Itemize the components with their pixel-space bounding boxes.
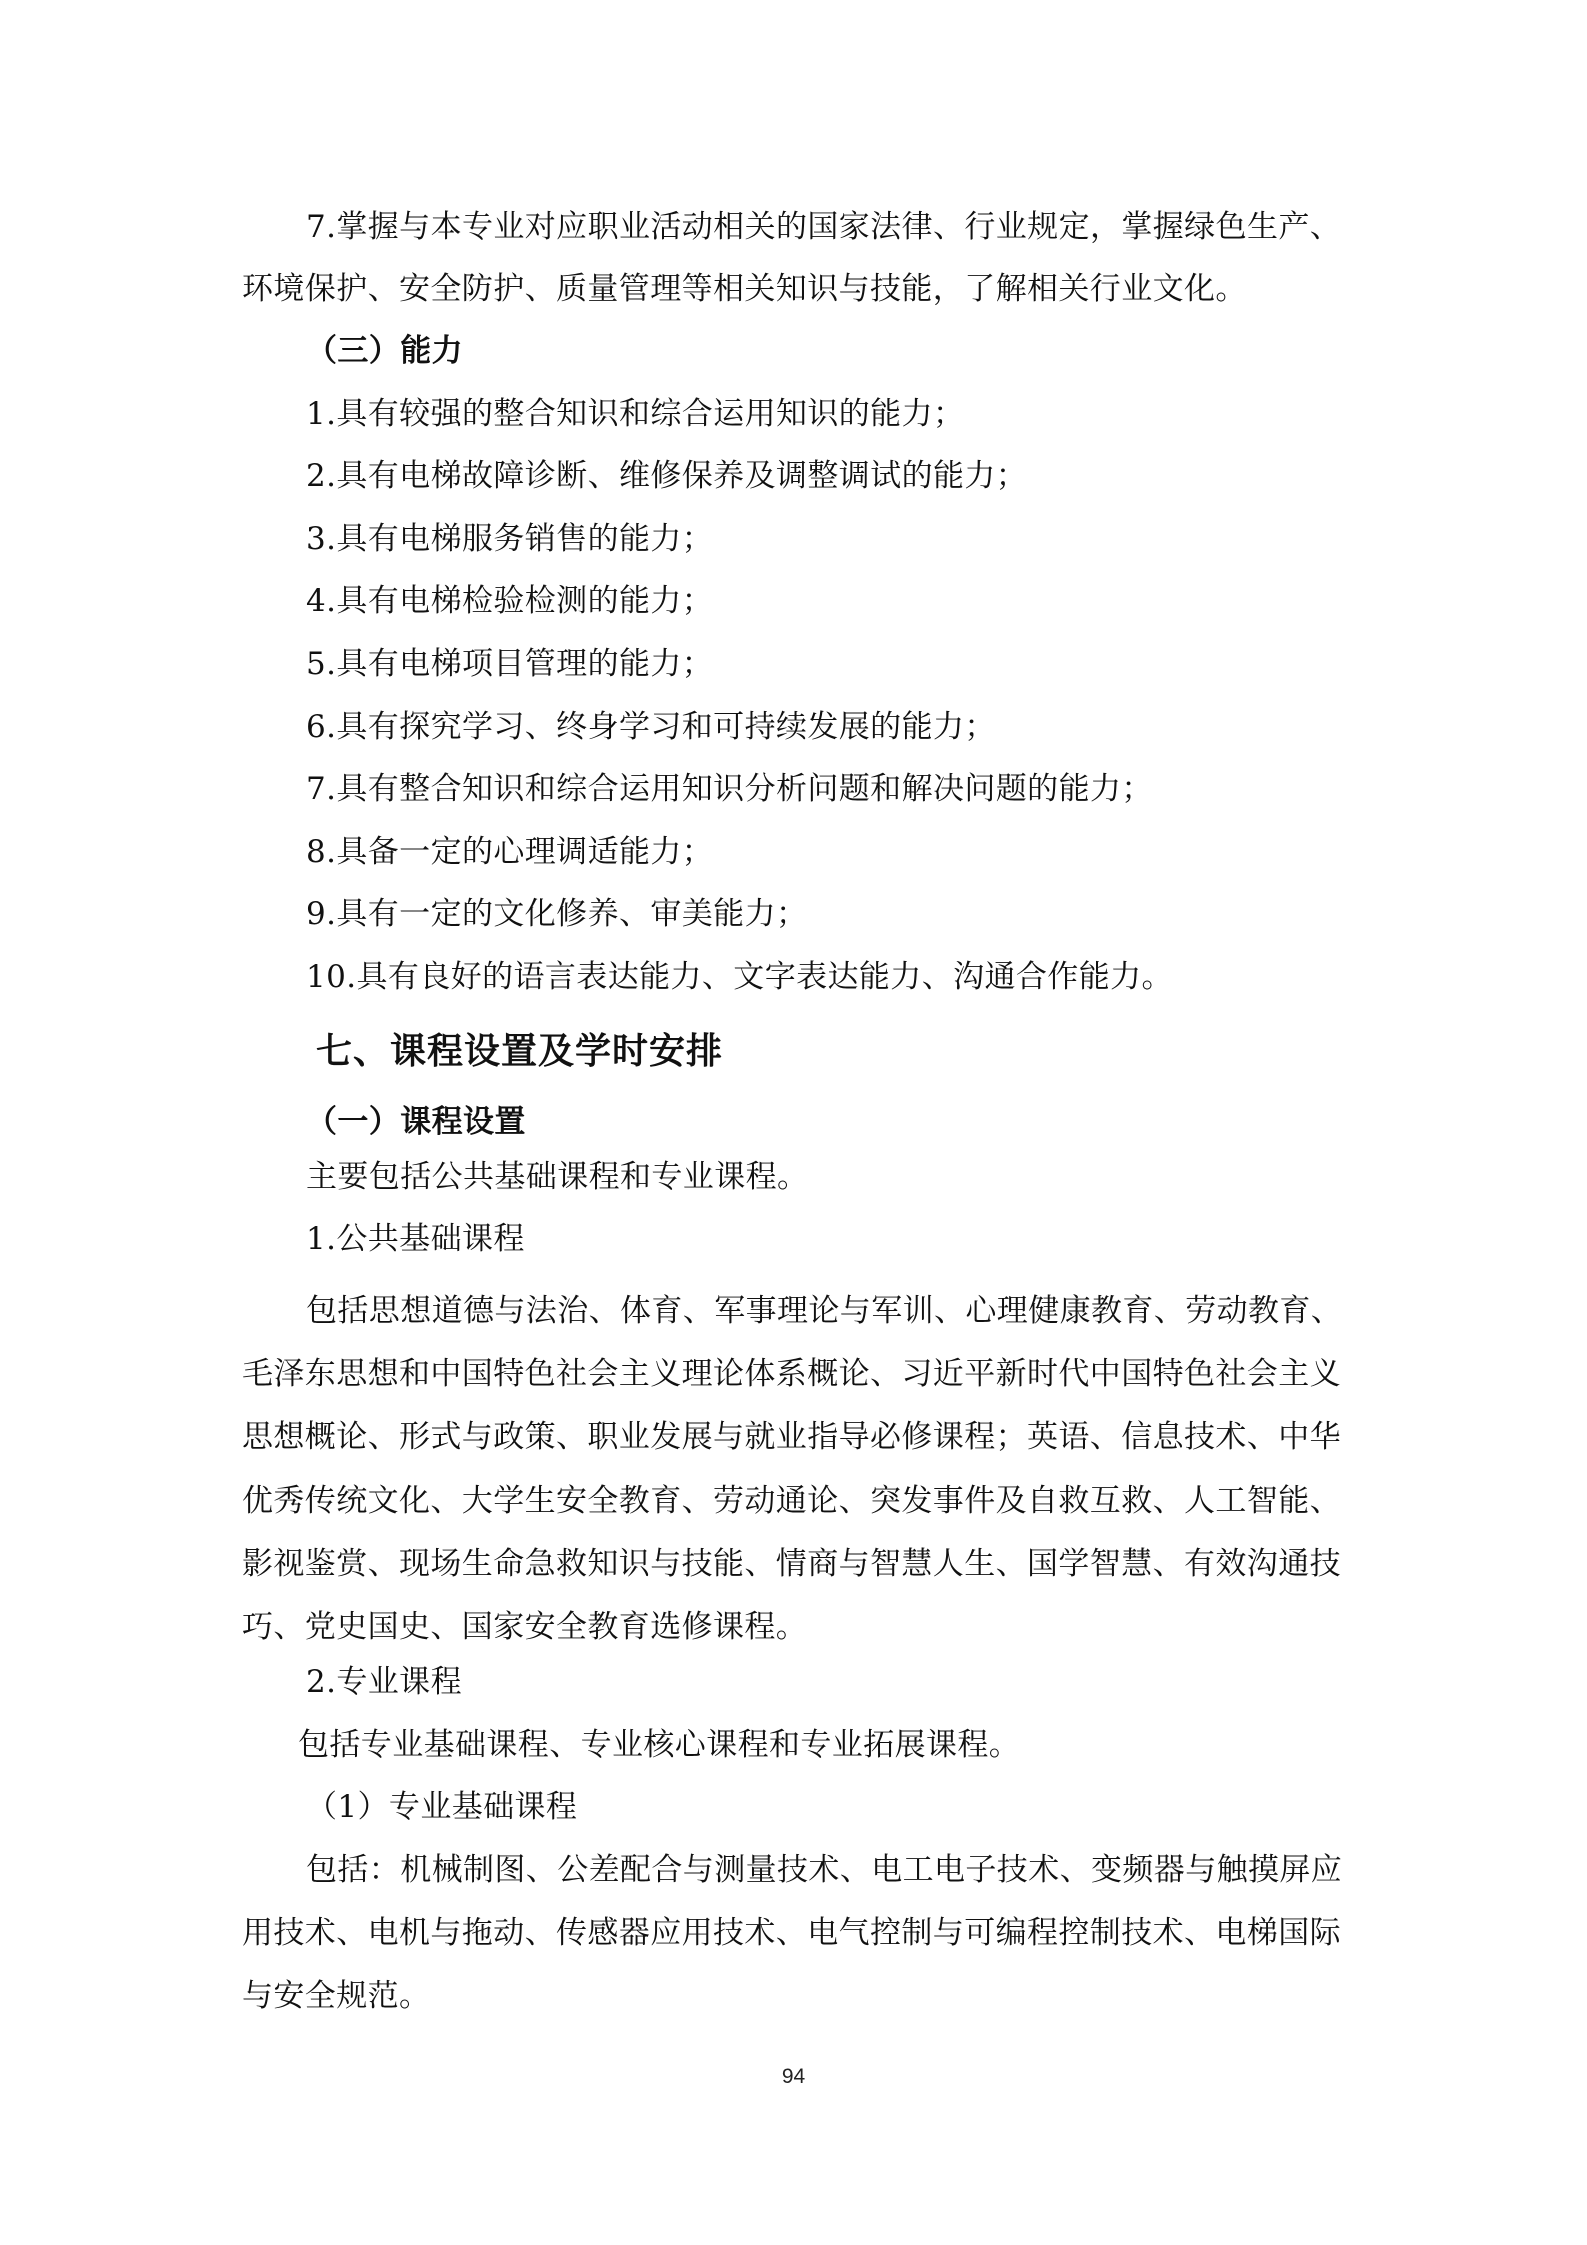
professional-basic-line-1: 包括：机械制图、公差配合与测量技术、电工电子技术、变频器与触摸屏应 xyxy=(306,1852,1343,1888)
knowledge-item-7-line-1: 7.掌握与本专业对应职业活动相关的国家法律、行业规定，掌握绿色生产、 xyxy=(306,209,1342,245)
public-courses-line-3: 思想概论、形式与政策、职业发展与就业指导必修课程；英语、信息技术、中华 xyxy=(242,1419,1341,1455)
public-courses-line-5: 影视鉴赏、现场生命急救知识与技能、情商与智慧人生、国学智慧、有效沟通技 xyxy=(242,1546,1341,1582)
public-courses-line-2: 毛泽东思想和中国特色社会主义理论体系概论、习近平新时代中国特色社会主义 xyxy=(242,1356,1341,1392)
ability-item-5: 5.具有电梯项目管理的能力； xyxy=(306,646,714,682)
ability-item-4: 4.具有电梯检验检测的能力； xyxy=(306,583,714,619)
ability-item-10: 10.具有良好的语言表达能力、文字表达能力、沟通合作能力。 xyxy=(306,959,1173,995)
public-courses-line-1: 包括思想道德与法治、体育、军事理论与军训、心理健康教育、劳动教育、 xyxy=(306,1293,1343,1329)
page-number: 94 xyxy=(781,2065,806,2088)
professional-courses-intro: 包括专业基础课程、专业核心课程和专业拓展课程。 xyxy=(298,1727,1021,1763)
ability-item-7: 7.具有整合知识和综合运用知识分析问题和解决问题的能力； xyxy=(306,771,1153,807)
knowledge-item-7-line-2: 环境保护、安全防护、质量管理等相关知识与技能，了解相关行业文化。 xyxy=(242,271,1247,307)
professional-courses-heading: 2.专业课程 xyxy=(306,1664,462,1700)
ability-item-3: 3.具有电梯服务销售的能力； xyxy=(306,521,714,557)
public-courses-heading: 1.公共基础课程 xyxy=(306,1221,525,1257)
ability-heading: （三）能力 xyxy=(306,333,463,369)
course-setting-heading: （一）课程设置 xyxy=(306,1104,526,1140)
professional-basic-line-2: 用技术、电机与拖动、传感器应用技术、电气控制与可编程控制技术、电梯国际 xyxy=(242,1915,1341,1951)
ability-item-1: 1.具有较强的整合知识和综合运用知识的能力； xyxy=(306,396,965,432)
professional-basic-heading: （1）专业基础课程 xyxy=(306,1789,578,1825)
chapter-7-heading: 七、课程设置及学时安排 xyxy=(316,1031,724,1072)
public-courses-line-4: 优秀传统文化、大学生安全教育、劳动通论、突发事件及自救互救、人工智能、 xyxy=(242,1483,1341,1519)
ability-item-8: 8.具备一定的心理调适能力； xyxy=(306,834,714,870)
ability-item-9: 9.具有一定的文化修养、审美能力； xyxy=(306,896,808,932)
ability-item-6: 6.具有探究学习、终身学习和可持续发展的能力； xyxy=(306,709,996,745)
ability-item-2: 2.具有电梯故障诊断、维修保养及调整调试的能力； xyxy=(306,458,1028,494)
professional-basic-line-3: 与安全规范。 xyxy=(242,1978,431,2014)
public-courses-line-6: 巧、党史国史、国家安全教育选修课程。 xyxy=(242,1609,808,1645)
course-setting-intro: 主要包括公共基础课程和专业课程。 xyxy=(306,1159,809,1195)
